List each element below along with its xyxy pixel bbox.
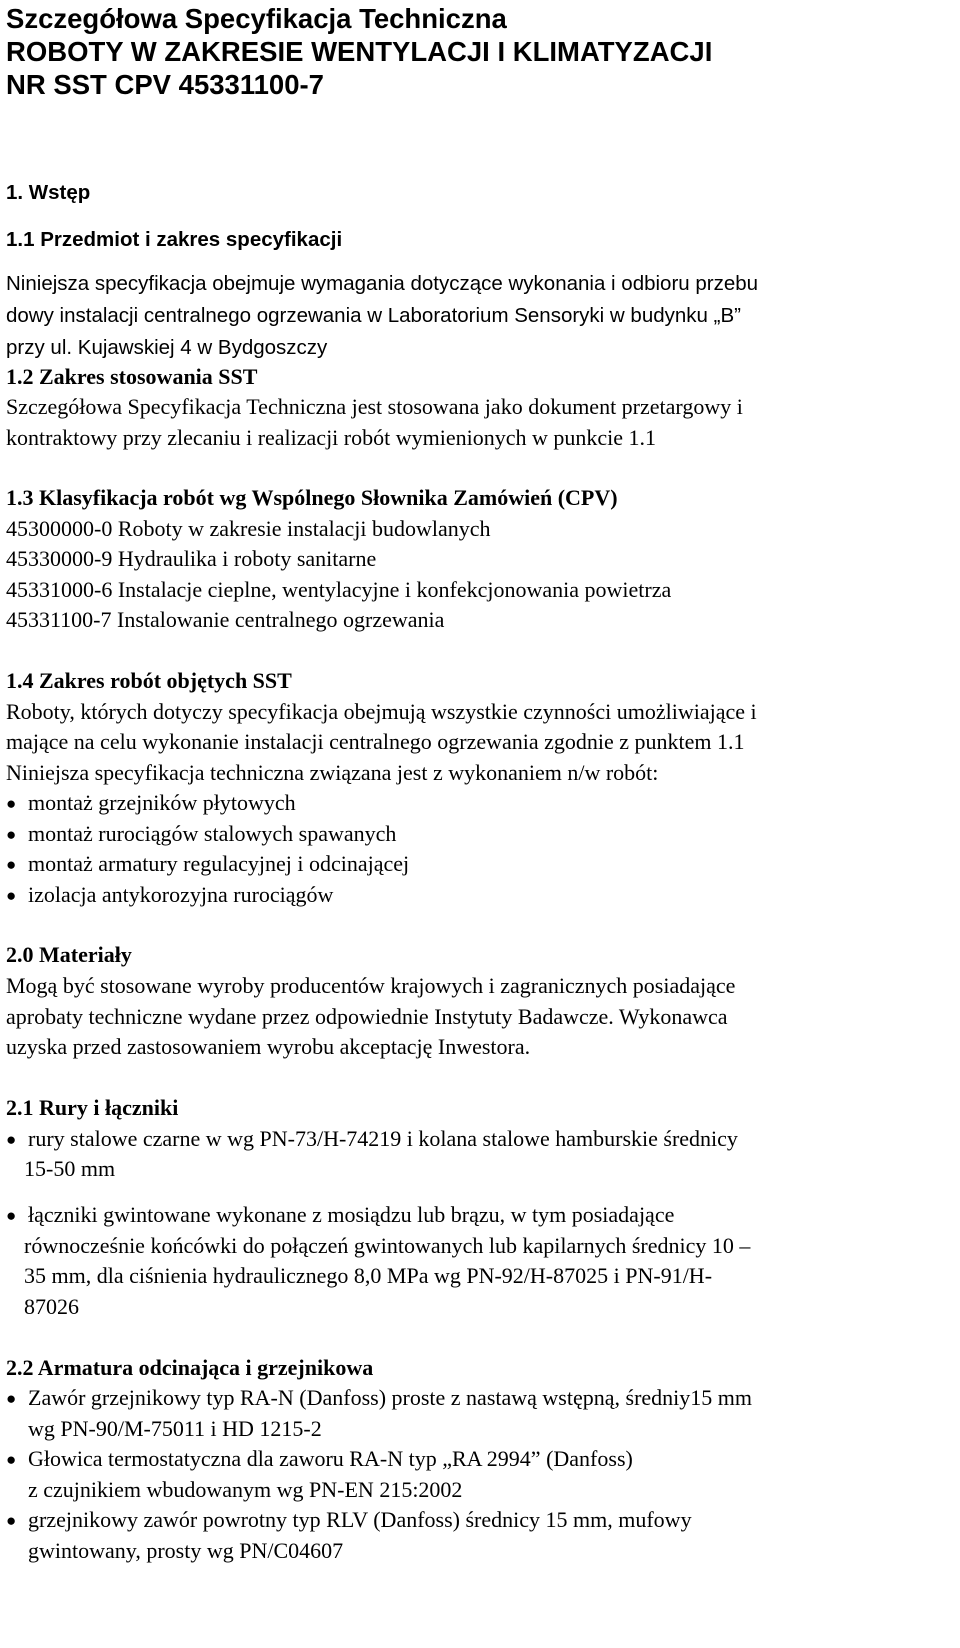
title-line-1: Szczegółowa Specyfikacja Techniczna — [6, 3, 507, 34]
bullet-icon: ● — [6, 825, 17, 844]
section-2-1-heading: 2.1 Rury i łączniki — [6, 1095, 179, 1120]
list-item: ● Głowica termostatyczna dla zaworu RA-N typ „RA 2994” (Danfoss) — [6, 1444, 633, 1475]
section-2-line-2: aprobaty techniczne wydane przez odpowiednie Instytuty Badawcze. Wykonawca — [6, 1004, 728, 1029]
bullet-icon: ● — [6, 1206, 17, 1225]
list-item: ● izolacja antykorozyjna rurociągów — [6, 880, 333, 911]
list-item: ● montaż rurociągów stalowych spawanych — [6, 819, 396, 850]
section-2-line-1: Mogą być stosowane wyroby producentów krajowych i zagranicznych posiadające — [6, 973, 736, 998]
section-1-4-heading: 1.4 Zakres robót objętych SST — [6, 668, 292, 693]
section-1-1-line-2: dowy instalacji centralnego ogrzewania w Laboratorium Sensoryki w budynku „B” — [6, 304, 741, 327]
section-1-2-line-1: Szczegółowa Specyfikacja Techniczna jest stosowana jako dokument przetargowy i — [6, 394, 743, 419]
title-line-2: ROBOTY W ZAKRESIE WENTYLACJI I KLIMATYZACJI — [6, 36, 713, 67]
bullet-icon: ● — [6, 1130, 17, 1149]
list-item: ● rury stalowe czarne w wg PN-73/H-74219 i kolana stalowe hamburskie średnicy — [6, 1124, 738, 1155]
list-item-continuation: gwintowany, prosty wg PN/C04607 — [28, 1538, 344, 1563]
list-item-continuation: 15-50 mm — [24, 1156, 116, 1181]
list-item-continuation: z czujnikiem wbudowanym wg PN-EN 215:2002 — [28, 1477, 463, 1502]
list-item-continuation: równocześnie końcówki do połączeń gwintowanych lub kapilarnych średnicy 10 – — [24, 1233, 751, 1258]
cpv-code-4: 45331100-7 Instalowanie centralnego ogrzewania — [6, 607, 445, 632]
section-1-2-line-2: kontraktowy przy zlecaniu i realizacji robót wymienionych w punkcie 1.1 — [6, 425, 657, 450]
bullet-icon: ● — [6, 886, 17, 905]
section-2-line-3: uzyska przed zastosowaniem wyrobu akceptację Inwestora. — [6, 1034, 531, 1059]
section-1-4-line-1: Roboty, których dotyczy specyfikacja obejmują wszystkie czynności umożliwiające i — [6, 699, 757, 724]
list-item-continuation: 87026 — [24, 1294, 79, 1319]
list-item: ● łączniki gwintowane wykonane z mosiądzu lub brązu, w tym posiadające — [6, 1200, 674, 1231]
list-item: ● grzejnikowy zawór powrotny typ RLV (Danfoss) średnicy 15 mm, mufowy — [6, 1505, 692, 1536]
section-1-4-line-3: Niniejsza specyfikacja techniczna związana jest z wykonaniem n/w robót: — [6, 760, 659, 785]
section-1-1-heading: 1.1 Przedmiot i zakres specyfikacji — [6, 228, 343, 251]
section-1-3-heading: 1.3 Klasyfikacja robót wg Wspólnego Słownika Zamówień (CPV) — [6, 485, 618, 510]
document-title — [6, 2, 712, 101]
bullet-icon: ● — [6, 1450, 17, 1469]
cpv-code-2: 45330000-9 Hydraulika i roboty sanitarne — [6, 546, 377, 571]
cpv-code-3: 45331000-6 Instalacje cieplne, wentylacyjne i konfekcjonowania powietrza — [6, 577, 672, 602]
section-2-heading: 2.0 Materiały — [6, 942, 132, 967]
bullet-icon: ● — [6, 1389, 17, 1408]
section-1-heading: 1. Wstęp — [6, 181, 91, 204]
section-1-2-heading: 1.2 Zakres stosowania SST — [6, 364, 258, 389]
cpv-code-1: 45300000-0 Roboty w zakresie instalacji budowlanych — [6, 516, 491, 541]
list-item: ● montaż armatury regulacyjnej i odcinającej — [6, 849, 409, 880]
list-item-continuation: 35 mm, dla ciśnienia hydraulicznego 8,0 MPa wg PN-92/H-87025 i PN-91/H- — [24, 1263, 713, 1288]
section-1-1-line-3: przy ul. Kujawskiej 4 w Bydgoszczy — [6, 336, 328, 359]
section-1-1-line-1: Niniejsza specyfikacja obejmuje wymagania dotyczące wykonania i odbioru przebu — [6, 272, 759, 295]
bullet-icon: ● — [6, 794, 17, 813]
section-2-2-heading: 2.2 Armatura odcinająca i grzejnikowa — [6, 1355, 374, 1380]
section-1-4-line-2: mające na celu wykonanie instalacji centralnego ogrzewania zgodnie z punktem 1.1 — [6, 729, 745, 754]
bullet-icon: ● — [6, 1511, 17, 1530]
bullet-icon: ● — [6, 855, 17, 874]
list-item-continuation: wg PN-90/M-75011 i HD 1215-2 — [28, 1416, 322, 1441]
title-line-3: NR SST CPV 45331100-7 — [6, 69, 324, 100]
list-item: ● Zawór grzejnikowy typ RA-N (Danfoss) proste z nastawą wstępną, średniy15 mm — [6, 1383, 752, 1414]
list-item: ● montaż grzejników płytowych — [6, 788, 296, 819]
